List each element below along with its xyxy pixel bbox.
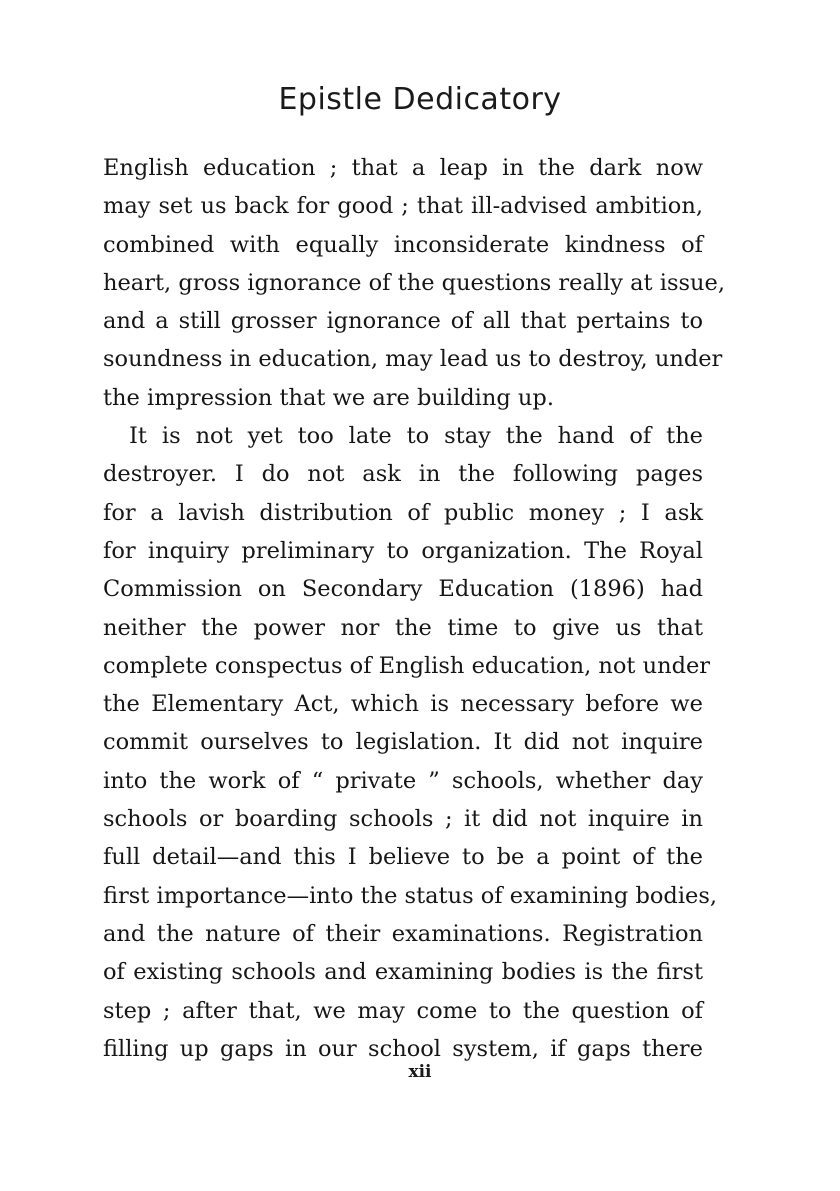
text-line: may set us back for good ; that ill-advised ambition, bbox=[103, 193, 703, 220]
text-line: It is not yet too late to stay the hand of the bbox=[129, 423, 703, 450]
body-text bbox=[103, 149, 725, 1068]
text-line: soundness in education, may lead us to destroy, under bbox=[103, 346, 723, 373]
text-line: for inquiry preliminary to organization. The Royal bbox=[103, 537, 703, 564]
text-line: and the nature of their examinations. Registration bbox=[103, 920, 703, 947]
text-line: for a lavish distribution of public money ; I ask bbox=[103, 499, 703, 526]
text-line: step ; after that, we may come to the question of bbox=[103, 997, 703, 1024]
text-line: full detail—and this I believe to be a point of the bbox=[103, 844, 703, 871]
text-line: the impression that we are building up. bbox=[103, 384, 554, 411]
page-number: xii bbox=[408, 1062, 432, 1082]
text-line: English education ; that a leap in the dark now bbox=[103, 155, 703, 181]
running-title: Epistle Dedicatory bbox=[278, 82, 562, 117]
text-line: first importance—into the status of examining bodies, bbox=[103, 882, 718, 909]
text-line: into the work of “ private ” schools, whether day bbox=[103, 767, 703, 794]
text-line: filling up gaps in our school system, if gaps there bbox=[103, 1035, 703, 1062]
text-line: and a still grosser ignorance of all that pertains to bbox=[103, 308, 703, 335]
text-line: commit ourselves to legislation. It did not inquire bbox=[103, 729, 703, 756]
text-line: neither the power nor the time to give us that bbox=[103, 614, 703, 641]
text-line: the Elementary Act, which is necessary before we bbox=[103, 691, 703, 718]
text-line: complete conspectus of English education, not under bbox=[103, 652, 711, 679]
text-line: schools or boarding schools ; it did not inquire in bbox=[103, 806, 703, 833]
text-line: destroyer. I do not ask in the following pages bbox=[103, 461, 703, 488]
text-line: heart, gross ignorance of the questions really at issue, bbox=[103, 269, 725, 296]
text-line: Commission on Secondary Education (1896) had bbox=[103, 576, 703, 603]
text-line: combined with equally inconsiderate kindness of bbox=[103, 231, 703, 258]
text-line: of existing schools and examining bodies is the first bbox=[103, 959, 703, 986]
